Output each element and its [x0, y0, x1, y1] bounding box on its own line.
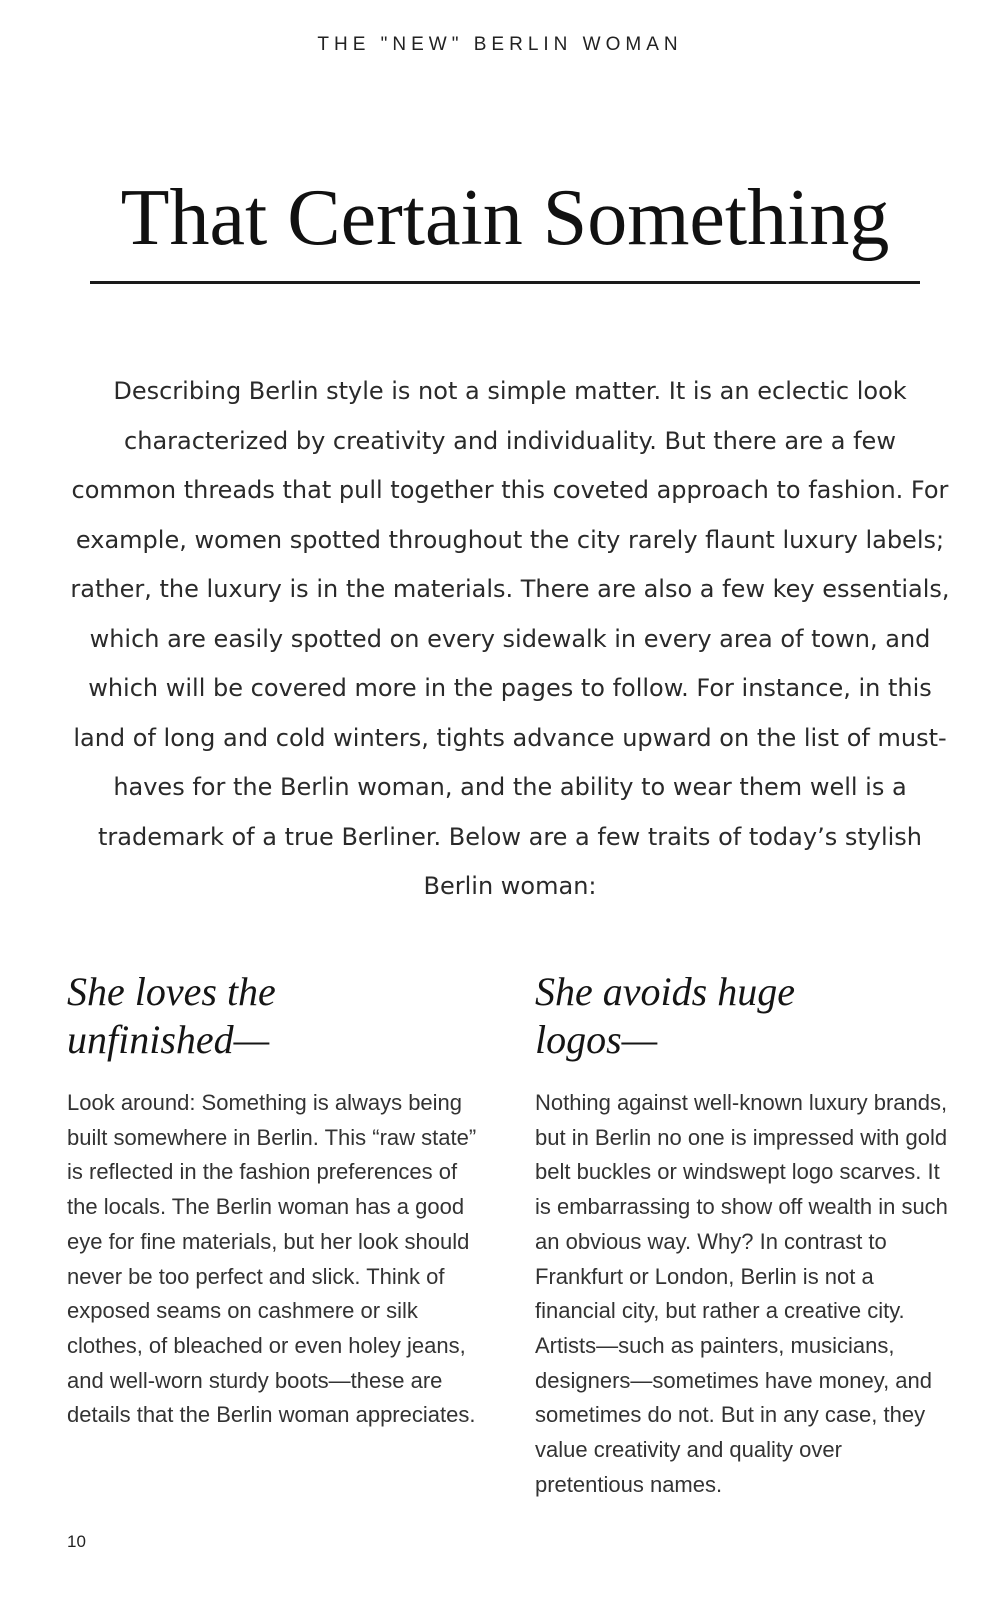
section-heading: She loves the unfinished—: [67, 969, 276, 1062]
section-loves-unfinished: [67, 968, 487, 1428]
page-number: 10: [67, 1532, 86, 1551]
section-avoids-logos: [535, 968, 955, 1497]
intro-paragraph: Describing Berlin style is not a simple matter. It is an eclectic look characterized by creativity and individuality. But there are a few common threads that pull together this coveted approach to fashion. For example, women spotted throughout the city rarely flaunt luxury labels; rather, the luxury is in the materials. There are also a few key essentials, which are easily spotted on every sidewalk in every area of town, and which will be covered more in the pages to follow. For instance, in this land of long and cold winters, tights advance upward on the list of must-haves for the Berlin woman, and the ability to wear them well is a trademark of a true Berliner. Below are a few traits of today’s stylish Berlin woman:: [70, 377, 950, 900]
running-head: THE "NEW" BERLIN WOMAN: [317, 34, 683, 55]
section-body: Nothing against well-known luxury brands, but in Berlin no one is impressed with gold belt buckles or windswept logo scarves. It is embarrassing to show off wealth in such an obvious way. Why? In contrast to Frankfurt or London, Berlin is not a financial city, but rather a creative city. Artists—such as painters, musicians, designers—sometimes have money, and sometimes do not. But in any case, they value creativity and quality over pretentious names.: [535, 1090, 948, 1497]
section-heading: She avoids huge logos—: [535, 969, 795, 1062]
title-divider: [90, 281, 920, 284]
section-body: Look around: Something is always being built somewhere in Berlin. This “raw state” is reflected in the fashion preferences of the locals. The Berlin woman has a good eye for fine materials, but her look should never be too perfect and slick. Think of exposed seams on cashmere or silk clothes, of bleached or even holey jeans, and well-worn sturdy boots—these are details that the Berlin woman appreciates.: [67, 1090, 477, 1428]
page-title: That Certain Something: [120, 174, 890, 262]
